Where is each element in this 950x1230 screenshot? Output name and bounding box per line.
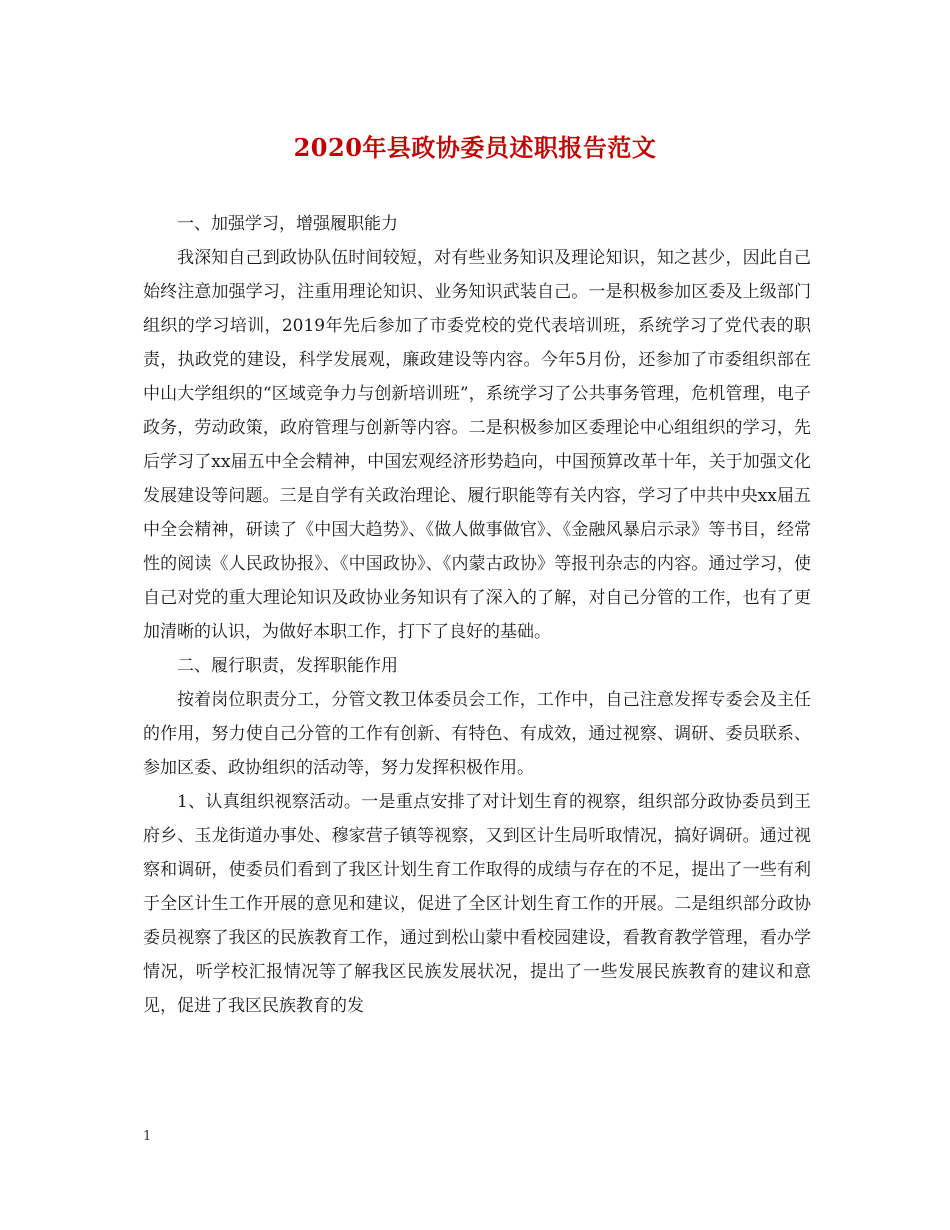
body-paragraph-2: 按着岗位职责分工，分管文教卫体委员会工作，工作中，自己注意发挥专委会及主任的作用，努力使自己分管的工作有创新、有特色、有成效，通过视察、调研、委员联系、参加区委、政协组织的活动等，努力发挥积极作用。 [143,690,811,778]
page-number: 1 [143,1129,152,1144]
section-heading-1: 一、加强学习，增强履职能力 [177,214,398,234]
document-body [143,207,811,1023]
body-paragraph-1: 我深知自己到政协队伍时间较短，对有些业务知识及理论知识，知之甚少，因此自己始终注意加强学习，注重用理论知识、业务知识武装自己。一是积极参加区委及上级部门组织的学习培训，2019年先后参加了市委党校的党代表培训班，系统学习了党代表的职责，执政党的建设，科学发展观，廉政建设等内容。今年5月份，还参加了市委组织部在中山大学组织的“区域竞争力与创新培训班”，系统学习了公共事务管理，危机管理，电子政务，劳动政策，政府管理与创新等内容。二是积极参加区委理论中心组组织的学习，先后学习了xx届五中全会精神，中国宏观经济形势趋向，中国预算改革十年，关于加强文化发展建设等问题。三是自学有关政治理论、履行职能等有关内容，学习了中共中央xx届五中全会精神，研读了《中国大趋势》、《做人做事做官》、《金融风暴启示录》等书目，经常性的阅读《人民政协报》、《中国政协》、《内蒙古政协》等报刊杂志的内容。通过学习，使自己对党的重大理论知识及政协业务知识有了深入的了解，对自己分管的工作，也有了更加清晰的认识，为做好本职工作，打下了良好的基础。 [143,248,811,642]
body-paragraph-3: 1、认真组织视察活动。一是重点安排了对计划生育的视察，组织部分政协委员到王府乡、玉龙街道办事处、穆家营子镇等视察，又到区计生局听取情况，搞好调研。通过视察和调研，使委员们看到了我区计划生育工作取得的成绩与存在的不足，提出了一些有利于全区计生工作开展的意见和建议，促进了全区计划生育工作的开展。二是组织部分政协委员视察了我区的民族教育工作，通过到松山蒙中看校园建设，看教育教学管理，看办学情况，听学校汇报情况等了解我区民族发展状况，提出了一些发展民族教育的建议和意见，促进了我区民族教育的发 [143,792,811,1016]
section-heading-2: 二、履行职责，发挥职能作用 [177,656,398,676]
document-title: 2020年县政协委员述职报告范文 [293,133,657,162]
